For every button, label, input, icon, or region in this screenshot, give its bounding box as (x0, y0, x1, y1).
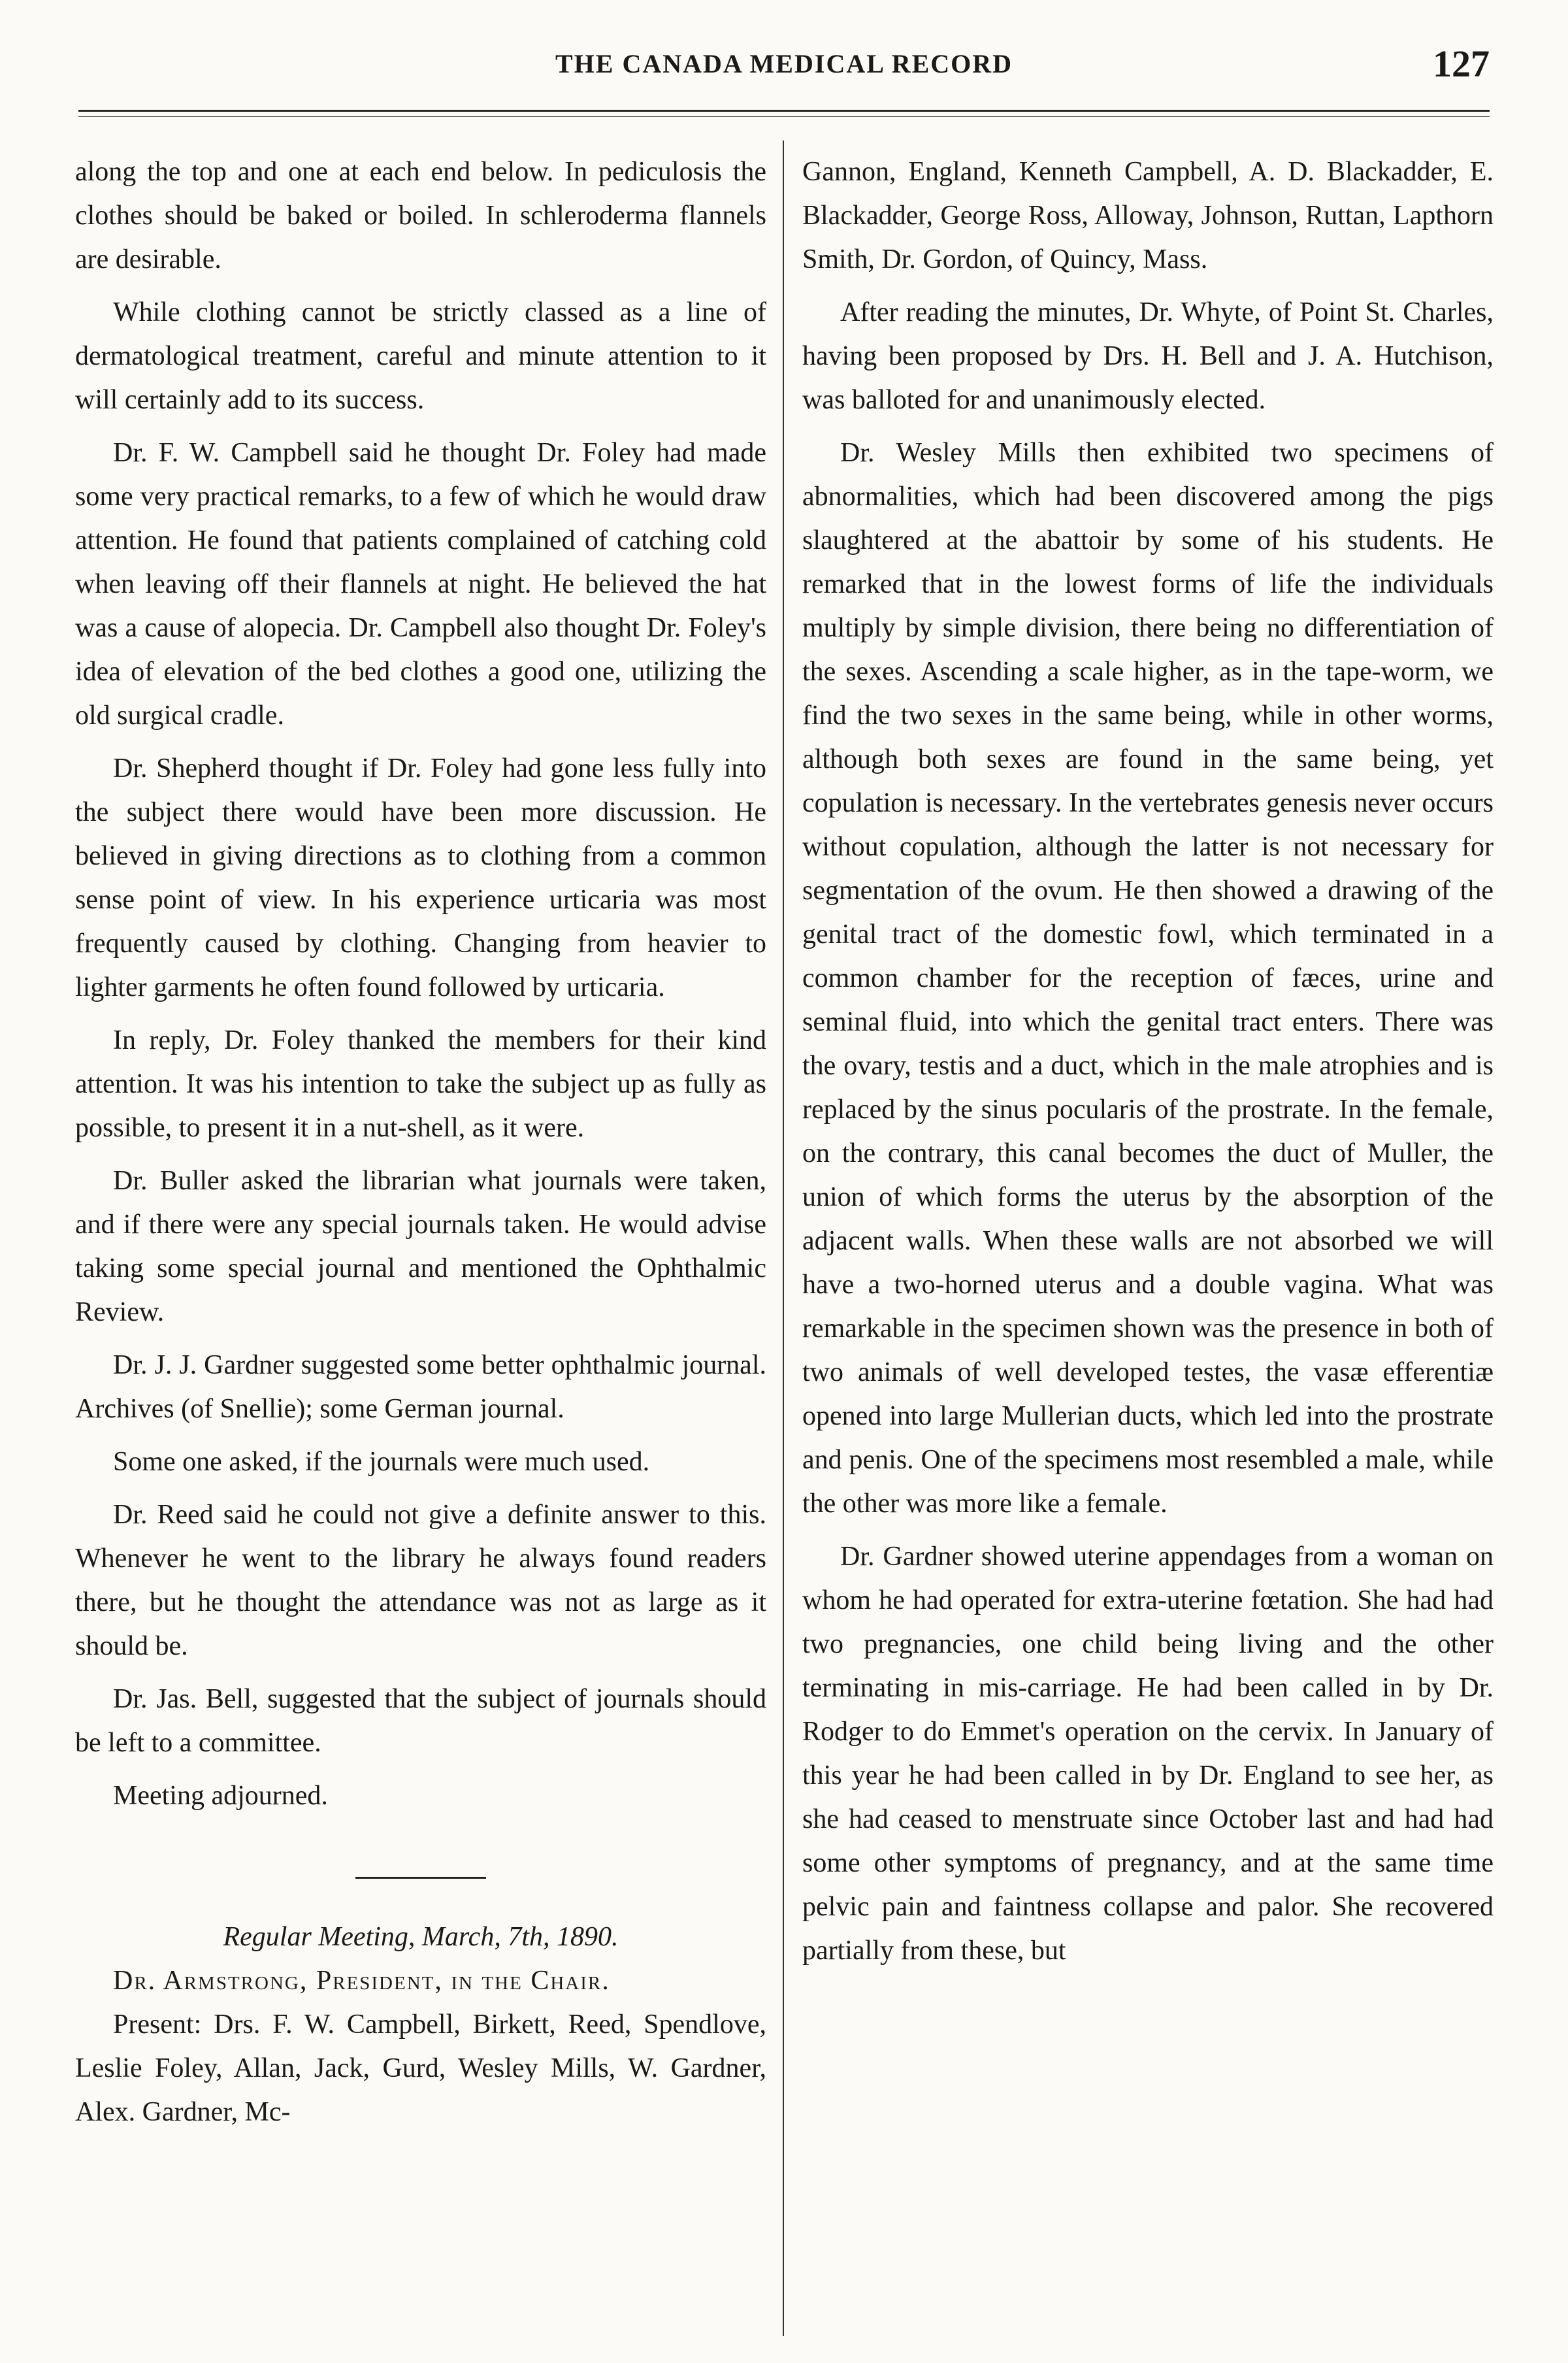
meeting-title: Regular Meeting, March, 7th, 1890. (223, 1922, 619, 1952)
paragraph: Dr. Buller asked the librarian what journals were taken, and if there were any special journals taken. He would advise taking some special journal and mentioned the Ophthalmic Review. (75, 1166, 766, 1327)
paragraph: Dr. Reed said he could not give a definite answer to this. Whenever he went to the library he always found readers there, but he thought the attendance was not as large as it should be. (75, 1500, 766, 1661)
header-rule (78, 110, 1490, 112)
paragraph: Gannon, England, Kenneth Campbell, A. D. Blackadder, E. Blackadder, George Ross, Alloway, Johnson, Ruttan, Lapthorn Smith, Dr. Gordon, of Quincy, Mass. (802, 157, 1494, 274)
paragraph: Dr. Gardner showed uterine appendages from a woman on whom he had operated for extra-uterine fœtation. She had had two pregnancies, one child being living and the other terminating in mis-carriage. He had been called in by Dr. Rodger to do Emmet's operation on the cervix. In January of this year he had been called in by Dr. England to see her, as she had ceased to menstruate since October last and had had some other symptoms of pregnancy, and at the same time pelvic pain and faintness collapse and palor. She recovered partially from these, but (802, 1542, 1494, 1966)
paragraph: Some one asked, if the journals were much used. (113, 1447, 650, 1477)
page-header (78, 42, 1490, 105)
paragraph: Dr. J. J. Gardner suggested some better ophthalmic journal. Archives (of Snellie); some German journal. (75, 1350, 766, 1424)
right-column (802, 150, 1494, 2326)
paragraph: Dr. Shepherd thought if Dr. Foley had gone less fully into the subject there would have been more discussion. He believed in giving directions as to clothing from a common sense point of view. In his experience urticaria was most frequently caused by clothing. Changing from heavier to lighter garments he often found followed by urticaria. (75, 753, 766, 1002)
column-divider (783, 140, 784, 2336)
left-column (75, 150, 766, 2326)
running-title: THE CANADA MEDICAL RECORD (555, 49, 1013, 78)
paragraph: along the top and one at each end below. In pediculosis the clothes should be baked or boiled. In schleroderma flannels are desirable. (75, 157, 766, 274)
section-divider (355, 1877, 486, 1879)
paragraph: Dr. Wesley Mills then exhibited two specimens of abnormalities, which had been discovered among the pigs slaughtered at the abattoir by some of his students. He remarked that in the lowest forms of life the individuals multiply by simple division, there being no differentiation of the sexes. Ascending a scale higher, as in the tape-worm, we find the two sexes in the same being, while in other worms, although both sexes are found in the same being, yet copulation is necessary. In the vertebrates genesis never occurs without copulation, although the latter is not necessary for segmentation of the ovum. He then showed a drawing of the genital tract of the domestic fowl, which terminated in a common chamber for the reception of fæces, urine and seminal fluid, into which the genital tract enters. There was the ovary, testis and a duct, which in the male atrophies and is replaced by the sinus pocularis of the prostrate. In the female, on the contrary, this canal becomes the duct of Muller, the union of which forms the uterus by the absorption of the adjacent walls. When these walls are not absorbed we will have a two-horned uterus and a double vagina. What was remarkable in the specimen shown was the presence in both of two animals of well developed testes, the vasæ efferentiæ opened into large Mullerian ducts, which led into the prostrate and penis. One of the specimens most resembled a male, while the other was more like a female. (802, 438, 1494, 1519)
paragraph: While clothing cannot be strictly classed as a line of dermatological treatment, careful and minute attention to it will certainly add to its success. (75, 297, 766, 415)
header-rule-thin (78, 116, 1490, 117)
chair-line: Dr. Armstrong, President, in the Chair. (113, 1966, 610, 1996)
attendance-list: Present: Drs. F. W. Campbell, Birkett, Reed, Spendlove, Leslie Foley, Allan, Jack, Gurd, Wesley Mills, W. Gardner, Alex. Gardner, Mc- (75, 2009, 766, 2127)
paragraph: Meeting adjourned. (113, 1781, 328, 1811)
paragraph: In reply, Dr. Foley thanked the members for their kind attention. It was his intention to take the subject up as fully as possible, to present it in a nut-shell, as it were. (75, 1025, 766, 1143)
paragraph: Dr. Jas. Bell, suggested that the subject of journals should be left to a committee. (75, 1684, 766, 1758)
paragraph: After reading the minutes, Dr. Whyte, of Point St. Charles, having been proposed by Drs. H. Bell and J. A. Hutchison, was balloted for and unanimously elected. (802, 297, 1494, 415)
paragraph: Dr. F. W. Campbell said he thought Dr. Foley had made some very practical remarks, to a few of which he would draw attention. He found that patients complained of catching cold when leaving off their flannels at night. He believed the hat was a cause of alopecia. Dr. Campbell also thought Dr. Foley's idea of elevation of the bed clothes a good one, utilizing the old surgical cradle. (75, 438, 766, 731)
page-number: 127 (1433, 42, 1490, 85)
